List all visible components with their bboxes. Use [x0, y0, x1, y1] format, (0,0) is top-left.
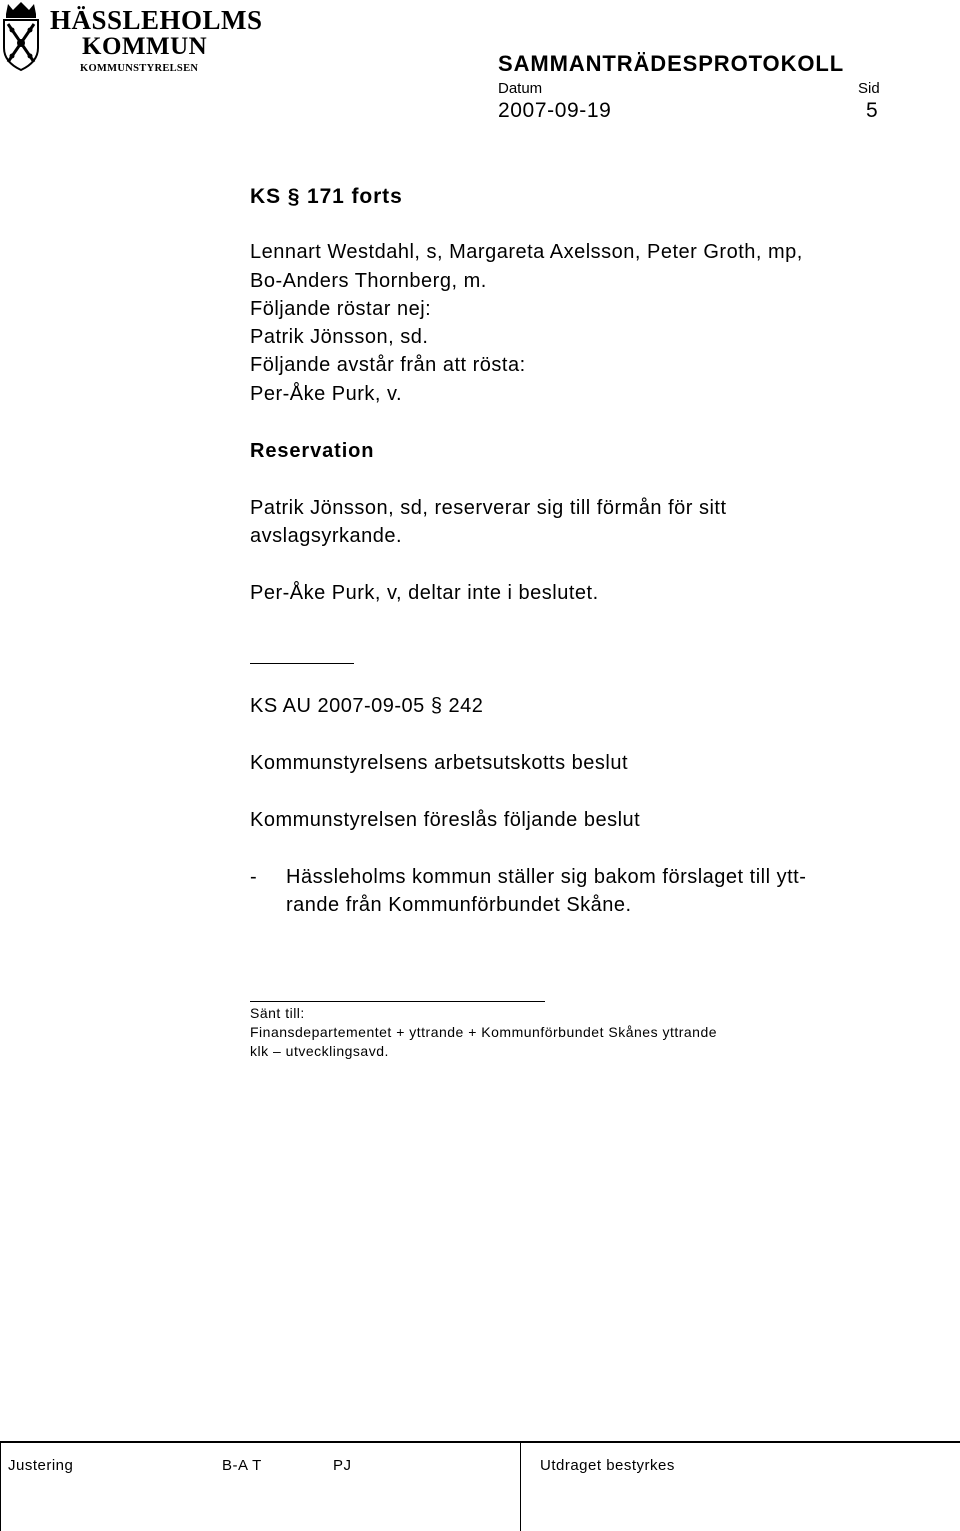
logo-text-line2: KOMMUN — [82, 33, 208, 60]
sent-to-label: Sänt till: — [250, 1005, 305, 1021]
vote-line: Per-Åke Purk, v. — [250, 383, 403, 405]
reservation-heading: Reservation — [250, 440, 375, 462]
proposal-heading: Kommunstyrelsen föreslås följande beslut — [250, 809, 641, 831]
date-label: Datum — [498, 80, 543, 97]
vote-line: Lennart Westdahl, s, Margareta Axelsson, Peter Groth, mp, — [250, 241, 803, 263]
reservation-line: Patrik Jönsson, sd, reserverar sig till förmån för sitt — [250, 497, 727, 519]
footer-signature-initials: PJ — [333, 1457, 352, 1474]
vote-line: Följande röstar nej: — [250, 298, 432, 320]
logo-text-line3: KOMMUNSTYRELSEN — [80, 63, 199, 74]
au-decision-heading: Kommunstyrelsens arbetsutskotts beslut — [250, 752, 629, 774]
sent-to-line: klk – utvecklingsavd. — [250, 1043, 389, 1059]
vote-line: Bo-Anders Thornberg, m. — [250, 270, 487, 292]
vote-line: Patrik Jönsson, sd. — [250, 326, 429, 348]
proposal-dash: - — [250, 866, 258, 888]
reservation-line: avslagsyrkande. — [250, 525, 403, 547]
separator-rule — [250, 1001, 545, 1002]
footer-divider — [0, 1441, 1, 1531]
vote-line: Följande avstår från att rösta: — [250, 354, 526, 376]
municipality-coat-of-arms-icon — [0, 0, 42, 72]
au-reference: KS AU 2007-09-05 § 242 — [250, 695, 484, 717]
footer-justering-label: Justering — [8, 1457, 74, 1474]
footer-divider — [520, 1441, 521, 1531]
logo-text-line1: HÄSSLEHOLMS — [50, 5, 263, 35]
footer-certified-label: Utdraget bestyrkes — [540, 1457, 675, 1474]
page-number: 5 — [866, 99, 878, 122]
meeting-date: 2007-09-19 — [498, 99, 612, 122]
sent-to-line: Finansdepartementet + yttrande + Kommunförbundet Skånes yttrande — [250, 1024, 718, 1040]
footer-rule — [0, 1441, 960, 1443]
footer-signature-initials: B-A T — [222, 1457, 262, 1474]
proposal-line: Hässleholms kommun ställer sig bakom förslaget till ytt- — [286, 866, 807, 888]
section-heading: KS § 171 forts — [250, 185, 403, 208]
page-label: Sid — [858, 80, 880, 97]
not-participating-note: Per-Åke Purk, v, deltar inte i beslutet. — [250, 582, 599, 604]
proposal-line: rande från Kommunförbundet Skåne. — [286, 894, 632, 916]
separator-rule — [250, 663, 354, 664]
document-type-title: SAMMANTRÄDESPROTOKOLL — [498, 51, 845, 76]
